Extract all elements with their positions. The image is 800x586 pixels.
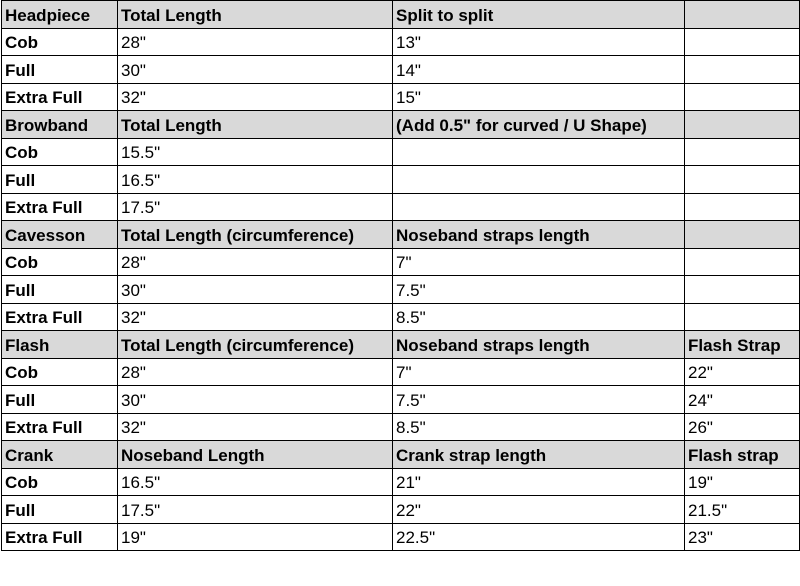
table-cell <box>685 56 800 84</box>
table-cell: 21.5" <box>685 496 800 524</box>
column-header: Total Length <box>118 1 393 29</box>
size-label: Full <box>2 496 118 524</box>
table-cell: 28" <box>118 28 393 56</box>
table-cell: 15" <box>393 83 685 111</box>
table-cell <box>393 193 685 221</box>
column-header: Noseband straps length <box>393 331 685 359</box>
table-cell: 22" <box>685 358 800 386</box>
table-cell: 30" <box>118 386 393 414</box>
column-header: Total Length (circumference) <box>118 331 393 359</box>
table-cell <box>685 28 800 56</box>
table-row <box>2 28 800 56</box>
size-label: Extra Full <box>2 193 118 221</box>
table-cell: 22.5" <box>393 523 685 551</box>
column-header <box>685 1 800 29</box>
table-row <box>2 138 800 166</box>
table-row <box>2 496 800 524</box>
size-label: Extra Full <box>2 83 118 111</box>
column-header <box>685 111 800 139</box>
size-label: Cob <box>2 28 118 56</box>
table-cell: 16.5" <box>118 166 393 194</box>
size-label: Extra Full <box>2 303 118 331</box>
table-cell: 19" <box>118 523 393 551</box>
section-title: Browband <box>2 111 118 139</box>
column-header: Flash strap <box>685 441 800 469</box>
table-cell: 32" <box>118 83 393 111</box>
table-cell: 17.5" <box>118 496 393 524</box>
table-row <box>2 56 800 84</box>
table-cell: 7" <box>393 358 685 386</box>
table-cell: 7.5" <box>393 386 685 414</box>
table-row <box>2 413 800 441</box>
column-header <box>685 221 800 249</box>
size-label: Cob <box>2 468 118 496</box>
table-row <box>2 83 800 111</box>
column-header: Noseband straps length <box>393 221 685 249</box>
bridle-size-table <box>1 0 800 551</box>
size-label: Cob <box>2 138 118 166</box>
table-cell: 8.5" <box>393 303 685 331</box>
table-cell <box>685 83 800 111</box>
table-cell: 23" <box>685 523 800 551</box>
table-cell <box>685 248 800 276</box>
table-row <box>2 193 800 221</box>
table-cell: 32" <box>118 413 393 441</box>
size-label: Full <box>2 386 118 414</box>
table-cell: 28" <box>118 248 393 276</box>
size-label: Full <box>2 56 118 84</box>
table-cell: 7" <box>393 248 685 276</box>
section-header-crank <box>2 441 800 469</box>
table-cell: 26" <box>685 413 800 441</box>
table-cell: 32" <box>118 303 393 331</box>
column-header: Split to split <box>393 1 685 29</box>
table-cell: 13" <box>393 28 685 56</box>
table-cell <box>685 303 800 331</box>
table-cell <box>685 166 800 194</box>
table-cell <box>393 166 685 194</box>
table-cell: 16.5" <box>118 468 393 496</box>
table-row <box>2 248 800 276</box>
section-header-browband <box>2 111 800 139</box>
section-header-flash <box>2 331 800 359</box>
table-cell <box>685 193 800 221</box>
table-cell: 17.5" <box>118 193 393 221</box>
column-header: Noseband Length <box>118 441 393 469</box>
table-row <box>2 276 800 304</box>
table-cell: 15.5" <box>118 138 393 166</box>
section-header-cavesson <box>2 221 800 249</box>
table-cell <box>685 276 800 304</box>
column-header: Total Length <box>118 111 393 139</box>
size-label: Extra Full <box>2 413 118 441</box>
table-cell <box>685 138 800 166</box>
table-row <box>2 166 800 194</box>
size-label: Full <box>2 276 118 304</box>
table-row <box>2 523 800 551</box>
table-cell: 14" <box>393 56 685 84</box>
table-cell: 22" <box>393 496 685 524</box>
table-cell <box>393 138 685 166</box>
section-title: Headpiece <box>2 1 118 29</box>
size-label: Cob <box>2 358 118 386</box>
column-header: Crank strap length <box>393 441 685 469</box>
column-header: Total Length (circumference) <box>118 221 393 249</box>
size-label: Full <box>2 166 118 194</box>
table-cell: 28" <box>118 358 393 386</box>
table-row <box>2 358 800 386</box>
table-row <box>2 468 800 496</box>
table-cell: 19" <box>685 468 800 496</box>
section-title: Flash <box>2 331 118 359</box>
size-label: Extra Full <box>2 523 118 551</box>
section-title: Crank <box>2 441 118 469</box>
section-header-headpiece <box>2 1 800 29</box>
column-header: Flash Strap <box>685 331 800 359</box>
section-title: Cavesson <box>2 221 118 249</box>
table-cell: 24" <box>685 386 800 414</box>
table-row <box>2 303 800 331</box>
size-label: Cob <box>2 248 118 276</box>
table-cell: 30" <box>118 276 393 304</box>
column-header: (Add 0.5" for curved / U Shape) <box>393 111 685 139</box>
table-row <box>2 386 800 414</box>
table-cell: 8.5" <box>393 413 685 441</box>
table-cell: 21" <box>393 468 685 496</box>
table-cell: 30" <box>118 56 393 84</box>
table-cell: 7.5" <box>393 276 685 304</box>
